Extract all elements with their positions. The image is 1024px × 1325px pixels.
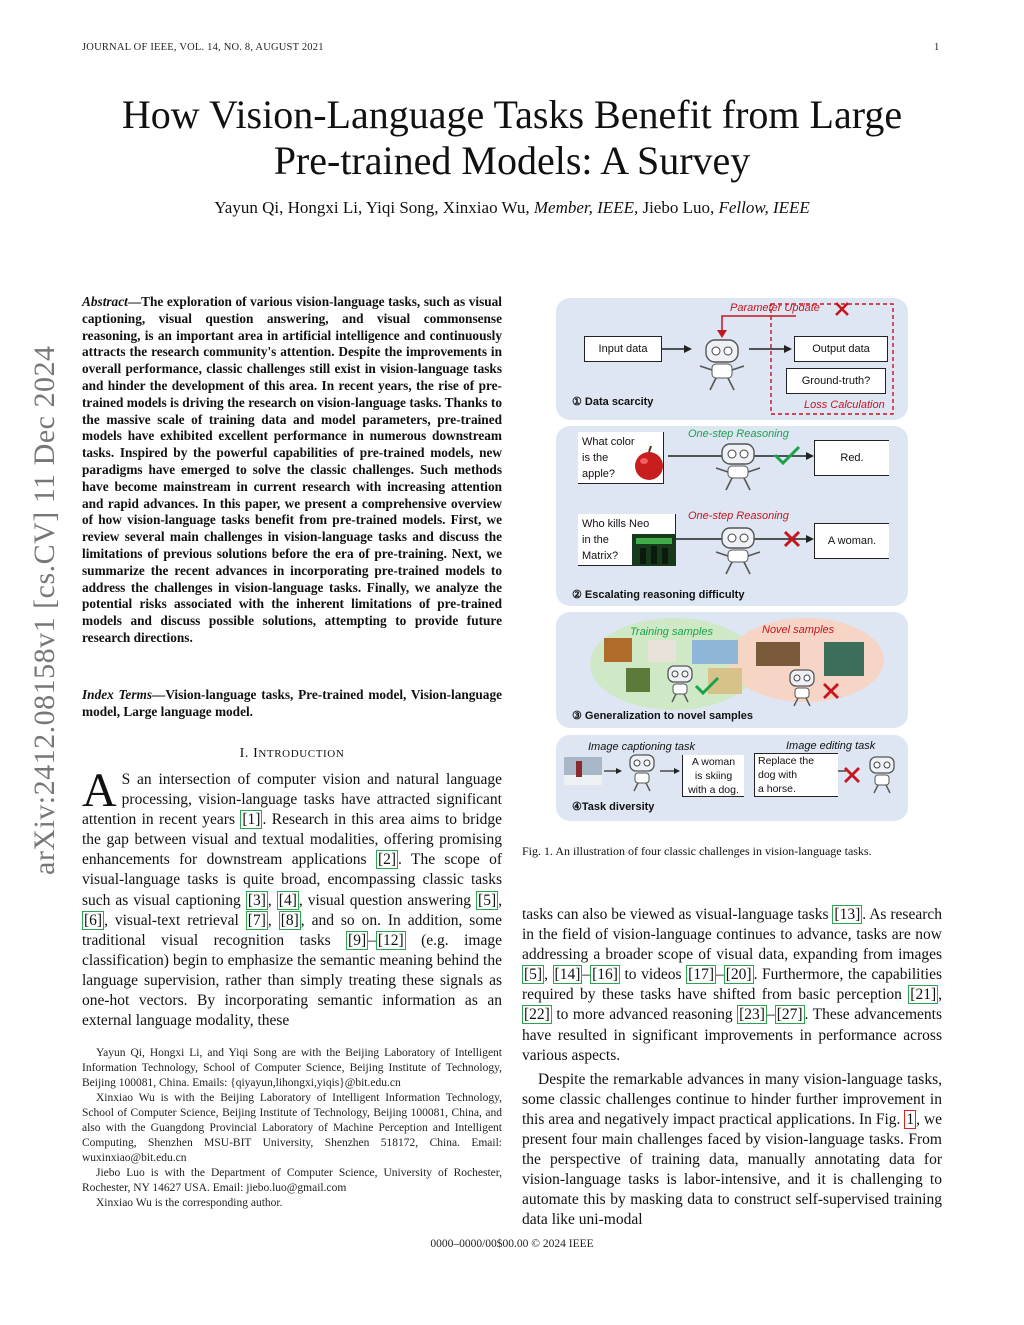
paragraph: [522, 1070, 942, 1231]
citation-link[interactable]: [17]: [688, 966, 714, 984]
output-data-box: Output data: [794, 336, 888, 362]
citation-link[interactable]: [1]: [242, 811, 261, 829]
author-names-a: Yayun Qi, Hongxi Li, Yiqi Song, Xinxiao Wu,: [214, 198, 534, 217]
right-column-text: [522, 905, 942, 1231]
panel-reasoning-difficulty: [556, 426, 908, 606]
panel-data-scarcity: [556, 298, 908, 420]
text: , we present four main challenges faced by vision-language tasks. From the perspective of training data, manually annotating data for vision-language tasks is labor-intensive, and it is challenging to automate this by masking data to construct self-supervised training data like uni-modal: [522, 1110, 942, 1229]
question-line: in the: [582, 534, 609, 546]
edit-instruction-box: [754, 753, 838, 797]
citation-link[interactable]: [14]: [554, 966, 581, 984]
novel-samples-label: Novel samples: [762, 624, 835, 636]
title-line-2: Pre-trained Models: A Survey: [273, 138, 751, 183]
question-line: is the: [582, 452, 609, 464]
panel-label: ③ Generalization to novel samples: [572, 710, 754, 722]
question-line: Matrix?: [582, 550, 619, 562]
footnote: Xinxiao Wu is with the Beijing Laboratory of Intelligent Information Technology, School of Computer Science, Beijing Institute of Technology, Beijing 100081, China, and also with the Guangdong Provincial Laboratory of Machine Perception and Intelligent Computing, Shenzhen MSU-BIT University, Shenzhen 518172, China. Email: wuxinxiao@bit.edu.cn: [82, 1092, 502, 1164]
citation-link[interactable]: [16]: [592, 966, 618, 984]
intro-text: . The scope of visual-language tasks is quite broad, encompassing classic tasks such as visual captioning: [82, 851, 502, 909]
index-terms-text: —Vision-language tasks, Pre-trained model, Vision-language model, Large language model.: [82, 687, 503, 719]
check-icon: [694, 676, 720, 696]
intro-text: –: [368, 931, 376, 949]
text: Despite the remarkable advances in many vision-language tasks, some classic challenges continue to hinder further improvement in this area and negatively impact practical applications. In Fig.: [522, 1070, 942, 1128]
cross-icon: [834, 301, 850, 317]
instruction-line: a horse.: [758, 783, 796, 795]
robot-icon: [622, 753, 662, 793]
figure-caption: Fig. 1. An illustration of four classic challenges in vision-language tasks.: [522, 844, 872, 858]
citation-link[interactable]: [12]: [377, 931, 404, 949]
apple-icon: [632, 444, 666, 482]
text: ,: [938, 986, 942, 1004]
abstract: [82, 294, 502, 647]
answer-box-1: Red.: [814, 440, 889, 476]
cross-icon: [842, 765, 862, 785]
citation-link[interactable]: [27]: [776, 1006, 803, 1024]
caption-line: A woman: [691, 756, 736, 768]
text: ,: [544, 966, 553, 984]
robot-icon: [782, 668, 822, 708]
citation-link[interactable]: [2]: [377, 851, 397, 869]
caption-output-box: [682, 755, 744, 797]
citation-link[interactable]: [8]: [280, 911, 299, 929]
text: tasks can also be viewed as visual-language tasks: [522, 906, 833, 923]
check-icon: [772, 444, 802, 466]
intro-text: . Research in this area aims to bridge the gap between visual and textual modalities, offering promising enhancements for downstream applications: [82, 811, 502, 869]
citation-link[interactable]: [23]: [739, 1006, 765, 1024]
matrix-poster-icon: [632, 534, 676, 566]
author-names-b: Jiebo Luo,: [638, 198, 719, 217]
intro-text: (e.g. image classification) begin to emphasize the semantic meaning behind the language supervision, rather than simply treating these signals as one-hot vectors. By incorporating semantic information as an external language modality, these: [82, 931, 502, 1030]
intro-text: , visual question answering: [298, 891, 477, 909]
robot-icon: [692, 336, 752, 394]
text: . Furthermore, the capabilities required by these tasks have shifted from basic perception: [522, 966, 943, 1004]
citation-link[interactable]: [5]: [524, 966, 543, 984]
citation-link[interactable]: [13]: [834, 906, 861, 923]
figure-reference-link[interactable]: 1: [906, 1110, 915, 1128]
cross-icon: [822, 682, 840, 700]
answer-box-2: A woman.: [814, 523, 889, 559]
intro-text: , visual-text retrieval: [104, 911, 246, 929]
editing-task-label: Image editing task: [786, 740, 876, 752]
text: –: [582, 966, 591, 984]
paper-title: [60, 92, 964, 184]
paragraph: [522, 905, 942, 1066]
citation-link[interactable]: [22]: [524, 1006, 550, 1024]
citation-link[interactable]: [4]: [278, 891, 297, 909]
panel-label: ④Task diversity: [572, 801, 655, 813]
robot-icon: [708, 526, 768, 576]
running-header: JOURNAL OF IEEE, VOL. 14, NO. 8, AUGUST 2021: [82, 42, 324, 53]
caption-line: is skiing: [694, 770, 733, 782]
panel-task-diversity: [556, 735, 908, 821]
title-line-1: How Vision-Language Tasks Benefit from Large: [121, 92, 903, 137]
panel-label: ① Data scarcity: [572, 396, 654, 408]
panel-label: ② Escalating reasoning difficulty: [572, 589, 745, 601]
footnote: Jiebo Luo is with the Department of Computer Science, University of Rochester, Rochester, NY 14627 USA. Email: jiebo.luo@gmail.com: [82, 1167, 502, 1194]
param-update-label: Parameter Update: [730, 302, 820, 314]
footnote: Xinxiao Wu is the corresponding author.: [96, 1197, 283, 1209]
reasoning-label: One-step Reasoning: [688, 510, 789, 522]
abstract-text: —The exploration of various vision-language tasks, such as visual captioning, visual question answering, and visual commonsense reasoning, is an important area in artificial intelligence and continuously attracts the research community's attention. Despite the improvements in overall performance, classic challenges still exist in vision-language tasks and hinder the development of this area. In recent years, the rise of pre-trained models is driving the research on vision-language tasks. Thanks to the massive scale of training data and model parameters, pre-trained models have exhibited excellent performance in numerous downstream tasks. Inspired by the powerful capabilities of pre-trained models, new paradigms have emerged to solve the classic challenges. Such methods have become mainstream in current research with increasing attention and rapid advances. In this paper, we present a comprehensive overview of how vision-language tasks benefit from pre-trained models. First, we review several main challenges in vision-language tasks and discuss the limitations of previous solutions before the era of pre-training. Next, we summarize the recent advances in incorporating pre-trained models to address the challenges in vision-language tasks. Finally, we analyze the potential risks associated with the inherent limitations of pre-trained models and discuss possible solutions, attempting to provide future research directions.: [82, 294, 502, 645]
cross-icon: [782, 529, 802, 549]
intro-text: ,: [267, 891, 277, 909]
training-samples-label: Training samples: [630, 626, 713, 638]
text: to more advanced reasoning: [551, 1006, 738, 1024]
robot-icon: [708, 442, 768, 492]
author-role-a: Member, IEEE,: [533, 198, 639, 217]
section-heading: [82, 746, 502, 762]
citation-link[interactable]: [7]: [247, 911, 266, 929]
ground-truth-box: Ground-truth?: [786, 368, 886, 394]
loss-calculation-label: Loss Calculation: [804, 399, 885, 411]
robot-icon: [862, 755, 902, 795]
panel-generalization: [556, 612, 908, 728]
drop-cap: A: [82, 764, 117, 817]
intro-text: ,: [498, 891, 502, 909]
question-line: apple?: [582, 468, 616, 480]
section-rest: NTRODUCTION: [258, 748, 345, 760]
intro-text: , and so on. In addition, some traditional visual recognition tasks: [82, 911, 503, 949]
caption-line: with a dog.: [688, 784, 739, 796]
arxiv-stamp: arXiv:2412.08158v1 [cs.CV] 11 Dec 2024: [28, 345, 61, 875]
reasoning-label: One-step Reasoning: [688, 428, 789, 440]
section-first-letter: I: [253, 746, 259, 761]
text: . These advancements have resulted in significant improvements in performance across various aspects.: [522, 1006, 942, 1064]
index-terms-label: Index Terms: [82, 687, 153, 702]
citation-link[interactable]: [9]: [348, 931, 367, 949]
text: –: [766, 1006, 775, 1024]
index-terms: [82, 687, 502, 721]
citation-link[interactable]: [21]: [910, 986, 937, 1004]
instruction-line: Replace the: [758, 755, 815, 767]
abstract-label: Abstract: [82, 294, 128, 309]
citation-link[interactable]: [20]: [725, 966, 752, 984]
captioning-task-label: Image captioning task: [588, 741, 696, 753]
footnote: Yayun Qi, Hongxi Li, and Yiqi Song are with the Beijing Laboratory of Intelligent Information Technology, School of Computer Science, Beijing Institute of Technology, Beijing 100081, China. Emails: {qiyayun,lihongxi,yiqis}@bit.edu.cn: [82, 1047, 502, 1089]
input-data-box: Input data: [584, 336, 662, 362]
author-footnotes: [82, 1046, 502, 1211]
author-list: [60, 198, 964, 218]
citation-link[interactable]: [5]: [478, 891, 497, 909]
intro-text: S an intersection of computer vision and natural language processing, vision-language tasks have attracted significant attention in recent years: [82, 771, 502, 829]
section-number: I.: [239, 746, 254, 761]
intro-text: ,: [267, 911, 279, 929]
question-line: Who kills Neo: [582, 518, 650, 530]
author-role-b: Fellow, IEEE: [718, 198, 810, 217]
intro-paragraph: [82, 764, 503, 1031]
question-line: What color: [582, 436, 635, 448]
page-number: 1: [934, 42, 940, 53]
text: to videos: [619, 966, 687, 984]
text: –: [715, 966, 724, 984]
text: . As research in the field of vision-language continues to advance, tasks are now addressing a broader scope of visual data, expanding from images: [522, 906, 942, 964]
citation-link[interactable]: [6]: [84, 911, 103, 929]
copyright-footer: 0000–0000/00$00.00 © 2024 IEEE: [430, 1238, 594, 1250]
citation-link[interactable]: [3]: [247, 891, 266, 909]
instruction-line: dog with: [758, 769, 798, 781]
